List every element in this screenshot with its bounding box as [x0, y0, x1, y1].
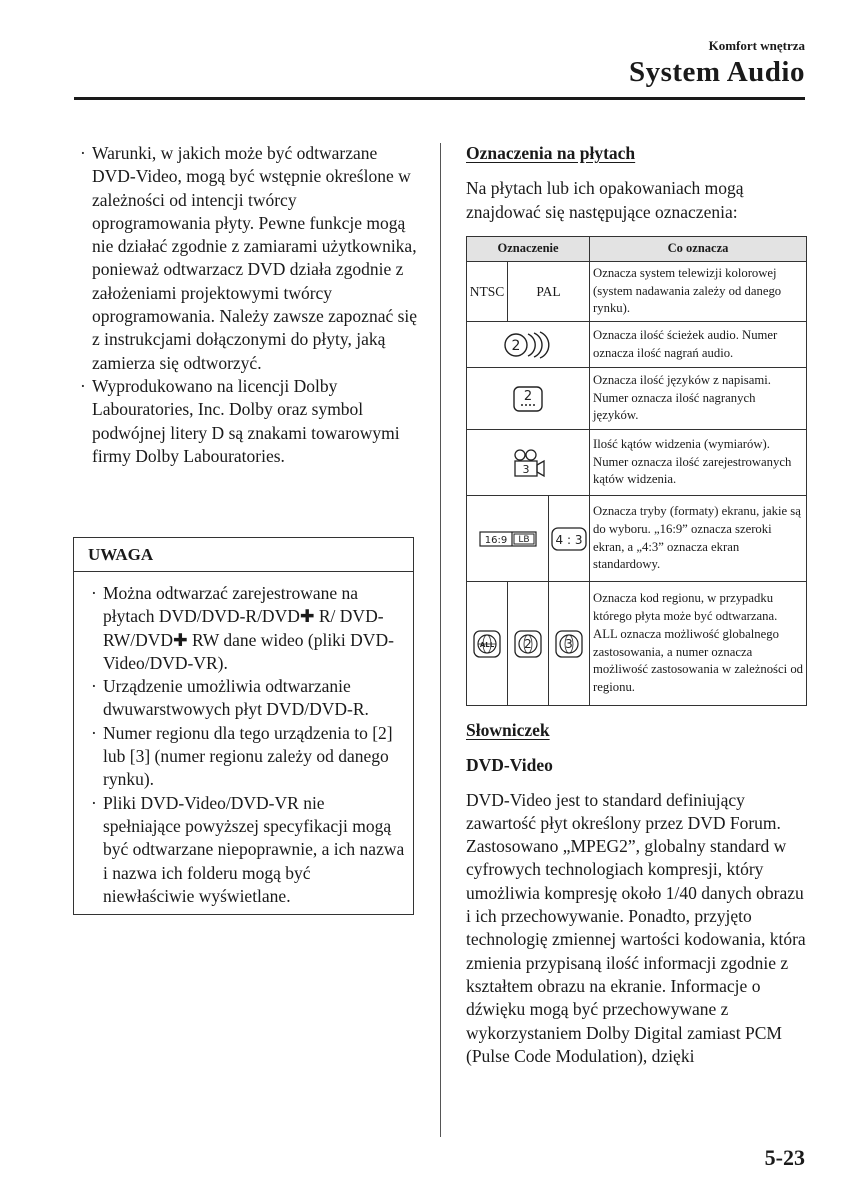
- note-box: [73, 537, 414, 915]
- col-header-symbol: Oznaczenie: [467, 237, 590, 262]
- pal-label: PAL: [508, 262, 590, 322]
- note-item: · Można odtwarzać zarejestrowane na płytach DVD/DVD-R/DVD✚ R/ DVD-RW/DVD✚ RW dane wideo (pliki DVD-Video/DVD-VR).: [89, 582, 405, 675]
- note-item: · Urządzenie umożliwia odtwarzanie dwuwarstwowych płyt DVD/DVD-R.: [89, 675, 405, 722]
- subtitle-icon: [467, 368, 590, 430]
- widescreen-label: 16:9: [484, 534, 507, 546]
- region-3-icon: [549, 582, 590, 706]
- section-label: Komfort wnętrza: [708, 38, 805, 53]
- table-row: [467, 368, 807, 430]
- audio-tracks-number: 2: [511, 337, 521, 354]
- camera-angle-icon: [467, 430, 590, 496]
- left-column: [78, 142, 418, 468]
- region-2-label: 2: [524, 636, 532, 651]
- left-bullet-list: [78, 142, 418, 468]
- note-list: [74, 572, 413, 908]
- disc-marks-table: [466, 236, 807, 706]
- row-meaning: Oznacza tryby (formaty) ekranu, jakie są do wyboru. „16:9” oznacza szeroki ekran, a „4:3” oznacza ekran standardowy.: [590, 496, 807, 582]
- right-column: [466, 142, 808, 224]
- row-meaning: Oznacza ilość języków z napisami. Numer oznacza ilość nagranych języków.: [590, 368, 807, 430]
- table-row: [467, 322, 807, 368]
- standard-screen-label: 4 : 3: [555, 532, 583, 547]
- letterbox-label: LB: [517, 534, 530, 545]
- glossary-heading: Słowniczek: [466, 720, 550, 740]
- standard-screen-icon: [549, 496, 590, 582]
- page-title: System Audio: [628, 56, 805, 88]
- table-row: [467, 582, 807, 706]
- bullet-item: · Warunki, w jakich może być odtwarzane DVD-Video, mogą być wstępnie określone w zależności od intencji twórcy oprogramowania płyty. Pewne funkcje mogą nie działać zgodnie z zamiarami użytkownika, ponieważ odtwarzacz DVD działa zgodnie z założeniami projektowymi twórcy oprogramowania. Należy zawsze zapoznać się z instrukcjami dołączonymi do płyty, jaką zamierza się odtworzyć.: [78, 142, 418, 375]
- subtitle-number: 2: [523, 388, 533, 404]
- row-meaning: Oznacza system telewizji kolorowej (system nadawania zależy od danego rynku).: [590, 262, 807, 322]
- note-heading: UWAGA: [74, 538, 413, 572]
- disc-marks-heading: Oznaczenia na płytach: [466, 143, 636, 163]
- region-2-icon: [508, 582, 549, 706]
- row-meaning: Oznacza ilość ścieżek audio. Numer oznacza ilość nagrań audio.: [590, 322, 807, 368]
- table-header-row: [467, 237, 807, 262]
- region-3-label: 3: [565, 636, 573, 651]
- disc-marks-intro: Na płytach lub ich opakowaniach mogą znajdować się następujące oznaczenia:: [466, 178, 744, 222]
- table-row: [467, 496, 807, 582]
- region-all-label: ALL: [479, 640, 495, 649]
- glossary-body: DVD-Video jest to standard definiujący zawartość płyt określony przez DVD Forum. Zastosowano „MPEG2”, globalny standard w cyfrowych technologiach kompresji, który umożliwia kompresję około 1/40 danych obrazu i ich przechowywanie. Ponadto, przyjęto technologię zmiennej wartości kodowania, która zmienia przypisaną ilość informacji zgodnie z kształtem obrazu na ekranie. Informacje o dźwięku mogą być przechowywane z wykorzystaniem Dolby Digital zamiast PCM (Pulse Code Modulation), dzięki: [466, 789, 806, 1066]
- glossary: [466, 719, 811, 1068]
- region-all-icon: [467, 582, 508, 706]
- page-number: 5-23: [764, 1145, 805, 1170]
- note-item: · Pliki DVD-Video/DVD-VR nie spełniające powyższej specyfikacji mogą być odtwarzane niepoprawnie, a ich nazwa i nazwa ich folderu mogą być niewłaściwie wyświetlane.: [89, 792, 405, 908]
- table-row: [467, 430, 807, 496]
- audio-tracks-icon: [467, 322, 590, 368]
- bullet-item: · Wyprodukowano na licencji Dolby Labouratories, Inc. Dolby oraz symbol podwójnej litery D są znakami towarowymi firmy Dolby Labouratories.: [78, 375, 418, 468]
- note-item: · Numer regionu dla tego urządzenia to [2] lub [3] (numer regionu zależy od danego rynku).: [89, 722, 405, 792]
- col-header-meaning: Co oznacza: [590, 237, 807, 262]
- widescreen-letterbox-icon: [467, 496, 549, 582]
- camera-angle-number: 3: [522, 462, 530, 476]
- row-meaning: Oznacza kod regionu, w przypadku którego płyta może być odtwarzana. ALL oznacza możliwość globalnego zastosowania, a numer oznacza możliwość zastosowania w zależności od regionu.: [590, 582, 807, 706]
- column-divider: [440, 143, 441, 1137]
- glossary-term: DVD-Video: [466, 755, 553, 776]
- table-row: [467, 262, 807, 322]
- row-meaning: Ilość kątów widzenia (wymiarów). Numer oznacza ilość zarejestrowanych kątów widzenia.: [590, 430, 807, 496]
- ntsc-label: NTSC: [467, 262, 508, 322]
- header-rule: [74, 97, 805, 100]
